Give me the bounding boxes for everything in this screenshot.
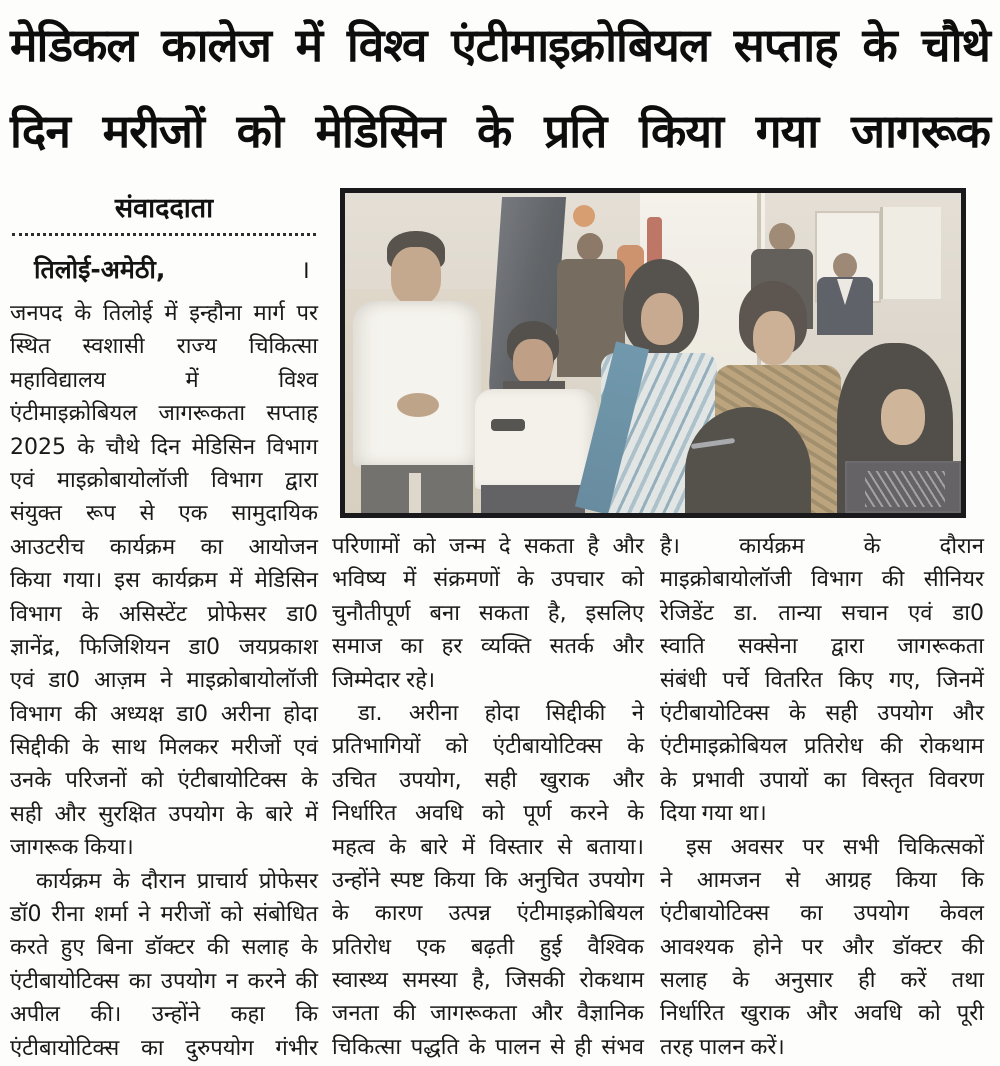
- text-line: के कारण उत्पन्न एंटीमाइक्रोबियल: [332, 901, 644, 927]
- text-line: एंटीबायोटिक्स का दुरुपयोग गंभीर: [10, 1035, 318, 1061]
- text-line: विभाग के असिस्टेंट प्रोफेसर डा0: [10, 601, 318, 627]
- text-line: विभाग की अध्यक्ष डा0 अरीना होदा: [10, 701, 318, 727]
- column-1-body: [10, 297, 318, 1065]
- text-line: एंटीबायोटिक्स के सही उपयोग और: [660, 700, 984, 726]
- dateline: [10, 251, 318, 289]
- text-line: के प्रभावी उपायों का विस्तृत विवरण: [660, 767, 984, 793]
- text-line: ने आमजन से आग्रह किया कि: [660, 867, 984, 893]
- text-line: उचित उपयोग, सही खुराक और: [332, 767, 644, 793]
- text-line: प्रतिरोध एक बढ़ती हुई वैश्विक: [332, 934, 644, 960]
- text-line: एवं डा0 आज़म ने माइक्रोबायोलॉजी: [10, 668, 318, 694]
- text-line: स्वास्थ्य समस्या है, जिसकी रोकथाम: [332, 968, 644, 994]
- text-line: मेडिकल कालेज में विश्व एंटीमाइक्रोबियल सप्ताह के चौथे: [10, 18, 990, 72]
- text-line: कार्यक्रम के दौरान प्राचार्य प्रोफेसर: [36, 868, 318, 894]
- text-line: परिणामों को जन्म दे सकता है और: [332, 534, 644, 559]
- text-line: सिद्दीकी के साथ मिलकर मरीजों एवं: [10, 735, 318, 761]
- text-line: जनता की जागरूकता और वैज्ञानिक: [332, 1001, 644, 1027]
- text-line: जागरूक किया।: [10, 835, 134, 861]
- text-line: ज्ञानेंद्र, फिजिशियन डा0 जयप्रकाश: [10, 634, 318, 660]
- text-line: एंटीमाइक्रोबियल जागरूकता सप्ताह: [10, 401, 318, 427]
- text-line: संयुक्त रूप से एक सामुदायिक: [10, 501, 318, 527]
- dateline-place: तिलोई-अमेठी,: [34, 255, 166, 284]
- text-line: डॉ0 रीना शर्मा ने मरीजों को संबोधित: [10, 902, 318, 928]
- dotted-divider: [12, 233, 316, 236]
- column-1: [10, 190, 318, 1065]
- text-line: एंटीबायोटिक्स का उपयोग न करने की: [10, 968, 318, 994]
- text-line: किया गया। इस कार्यक्रम में मेडिसिन: [10, 568, 318, 594]
- photo-scene: [345, 193, 961, 513]
- text-line: अपील की। उन्होंने कहा कि: [10, 1002, 318, 1028]
- text-line: आउटरीच कार्यक्रम का आयोजन: [10, 534, 318, 560]
- byline: संवाददाता: [114, 193, 214, 224]
- text-line: इस अवसर पर सभी चिकित्सकों: [686, 834, 984, 860]
- text-line: भविष्य में संक्रमणों के उपचार को: [332, 567, 644, 593]
- text-line: समाज का हर व्यक्ति सतर्क और: [332, 634, 644, 660]
- text-line: निर्धारित अवधि को पूर्ण करने के: [332, 801, 644, 827]
- text-line: महाविद्यालय में विश्व: [10, 367, 318, 393]
- text-line: एंटीमाइक्रोबियल प्रतिरोध की रोकथाम: [660, 734, 984, 760]
- text-line: एंटीबायोटिक्स का उपयोग केवल: [660, 901, 984, 927]
- scan-haze-overlay: [345, 193, 961, 513]
- text-line: चिकित्सा पद्धति के पालन से ही संभव: [332, 1034, 644, 1060]
- article-photo: [340, 188, 966, 518]
- text-line: आवश्यक होने पर और डॉक्टर की: [660, 934, 984, 960]
- text-line: 2025 के चौथे दिन मेडिसिन विभाग: [10, 434, 318, 460]
- text-line: है। कार्यक्रम के दौरान: [660, 534, 984, 559]
- text-line: जिम्मेदार रहे।: [332, 667, 436, 693]
- text-line: निर्धारित खुराक और अवधि को पूरी: [660, 1001, 984, 1027]
- text-line: उन्होंने स्पष्ट किया कि अनुचित उपयोग: [332, 867, 644, 893]
- text-line: सही और सुरक्षित उपयोग के बारे में: [10, 801, 318, 827]
- text-line: महत्व के बारे में विस्तार से बताया।: [332, 834, 644, 860]
- text-line: एवं माइक्रोबायोलॉजी विभाग द्वारा: [10, 467, 318, 493]
- headline: [0, 2, 1000, 174]
- column-3-body: [660, 530, 984, 1064]
- text-line: स्थित स्वशासी राज्य चिकित्सा: [10, 334, 318, 360]
- text-line: डा. अरीना होदा सिद्दीकी ने: [358, 700, 644, 726]
- text-line: स्वाति सक्सेना द्वारा जागरूकता: [660, 634, 984, 660]
- text-line: सलाह के अनुसार ही करें तथा: [660, 968, 984, 994]
- text-line: संबंधी पर्चे वितरित किए गए, जिनमें: [660, 667, 984, 693]
- text-line: दिन मरीजों को मेडिसिन के प्रति किया गया जागरूक: [10, 104, 990, 158]
- text-line: प्रतिभागियों को एंटीबायोटिक्स के: [332, 734, 644, 760]
- text-line: माइक्रोबायोलॉजी विभाग की सीनियर: [660, 567, 984, 593]
- text-line: रेजिडेंट डा. तान्या सचान एवं डा0: [660, 600, 984, 626]
- text-line: उनके परिजनों को एंटीबायोटिक्स के: [10, 768, 318, 794]
- text-line: तरह पालन करें।: [660, 1034, 785, 1060]
- column-2-body: [332, 530, 644, 1064]
- text-line: चुनौतीपूर्ण बना सकता है, इसलिए: [332, 600, 644, 626]
- text-line: दिया गया था।: [660, 801, 767, 827]
- dateline-end-mark: ।: [300, 255, 310, 284]
- text-line: करते हुए बिना डॉक्टर की सलाह के: [10, 935, 318, 961]
- text-line: जनपद के तिलोई में इन्हौना मार्ग पर: [10, 301, 318, 326]
